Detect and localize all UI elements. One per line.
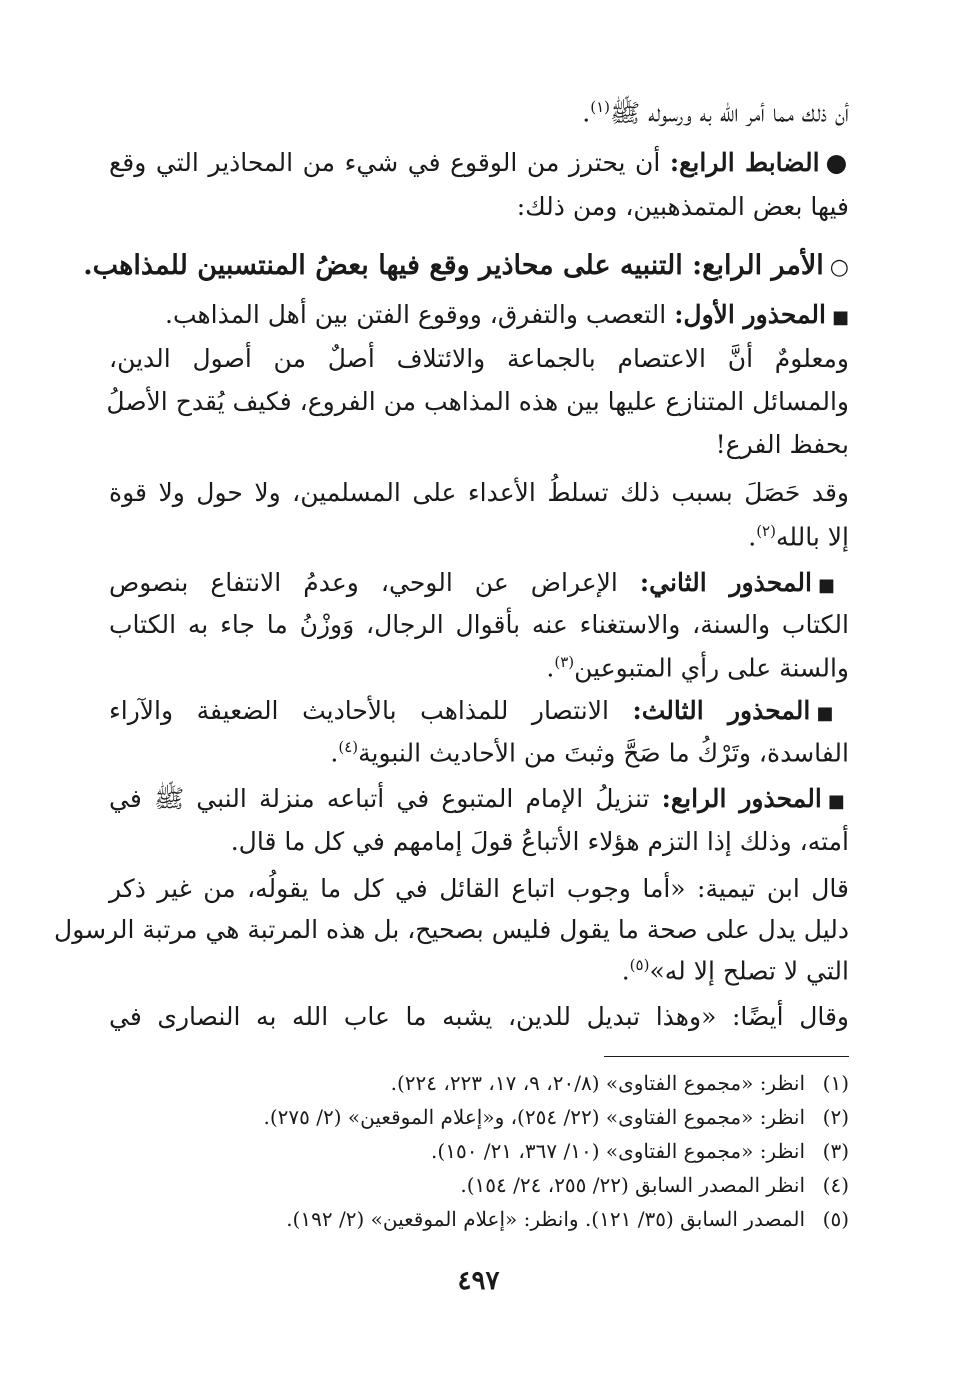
- footnote-text: انظر: «مجموع الفتاوى» (٢٠/٨، ٩، ١٧، ٢٢٣، ٢٢٤).: [390, 1071, 805, 1095]
- footnote-number: (١): [822, 1071, 849, 1095]
- text-line: [109, 346, 849, 371]
- text-line: [54, 915, 849, 944]
- line-text: قال ابن تيمية: «أما وجوب اتباع القائل في كل ما يقولُه، من غير ذكر: [109, 874, 849, 903]
- text-line: [109, 98, 849, 128]
- rule-title: الضابط الرابع:: [669, 148, 820, 177]
- line-text: والمسائل المتنازع عليها بين هذه المذاهب من الفروع، فكيف يُقدح الأصلُ: [106, 387, 849, 416]
- footnote: [109, 1107, 849, 1127]
- footnote-ref: (٢): [756, 522, 776, 540]
- footnote: [109, 1141, 849, 1161]
- caveat-title: المحذور الأول:: [674, 300, 826, 329]
- caveat-line: [109, 302, 849, 327]
- punctuation: .: [330, 738, 339, 768]
- line-text: الكتاب والسنة، والاستغناء عنه بأقوال الرجال، وَوزْنُ ما جاء به الكتاب: [109, 610, 849, 639]
- square-bullet-icon: ■: [831, 307, 849, 328]
- footnote-number: (٣): [822, 1139, 849, 1163]
- caveat-line: [109, 570, 849, 595]
- text-line: [109, 956, 849, 986]
- line-text: تنزيلُ الإمام المتبوع في أتباعه منزلة النبي ﷺ في: [109, 784, 662, 813]
- circle-bullet-icon: ○: [829, 255, 849, 280]
- text-line: [109, 432, 849, 457]
- footnote: [109, 1175, 849, 1195]
- line-text: الانتصار للمذاهب بالأحاديث الضعيفة والآراء: [109, 696, 633, 725]
- line-text: التي لا تصلح إلا له»: [649, 956, 849, 986]
- line-text: أمته، وذلك إذا التزم هؤلاء الأتباعُ قولَ إمامهم في كل ما قال.: [230, 827, 849, 856]
- footnote-text: انظر: «مجموع الفتاوى» (١٠/ ٣٦٧، ٢١/ ١٥٠).: [431, 1139, 805, 1163]
- rule-line: [109, 150, 849, 175]
- text-line: [109, 522, 849, 552]
- line-text: أن يحترز من الوقوع في شيء من المحاذير التي وقع: [109, 148, 670, 177]
- footnote: [109, 1209, 849, 1229]
- section-heading: [83, 250, 849, 281]
- punctuation: .: [748, 522, 757, 552]
- footnote-ref: (١): [590, 98, 611, 116]
- footnote-number: (٢): [822, 1105, 849, 1129]
- footnote-ref: (٤): [338, 738, 359, 756]
- square-bullet-icon: ■: [816, 703, 849, 724]
- line-text: الإعراض عن الوحي، وعدمُ الانتفاع بنصوص: [109, 568, 640, 597]
- line-text: فيها بعض المتمذهبين، ومن ذلك:: [516, 192, 849, 221]
- text-line: [109, 738, 849, 768]
- line-text: دليل يدل على صحة ما يقول فليس بصحيح، بل هذه المرتبة هي مرتبة الرسول: [54, 915, 849, 944]
- line-text: ومعلومٌ أنَّ الاعتصام بالجماعة والائتلاف أصلٌ من أصول الدين،: [109, 344, 849, 373]
- punctuation: .: [546, 653, 555, 683]
- footnote-ref: (٥): [629, 956, 650, 974]
- punctuation: .: [621, 956, 630, 986]
- footnote-number: (٥): [822, 1207, 849, 1231]
- square-bullet-icon: ■: [827, 791, 849, 812]
- line-text: وقال أيضًا: «وهذا تبديل للدين، يشبه ما عاب الله به النصارى في: [109, 1002, 849, 1031]
- footnote: [109, 1073, 849, 1093]
- footnote-separator: [604, 1056, 849, 1057]
- square-bullet-icon: ■: [817, 575, 849, 596]
- bullet-icon: ●: [825, 148, 849, 177]
- text-line: [109, 612, 849, 637]
- text-line: [109, 480, 849, 505]
- line-text: وقد حَصَلَ بسبب ذلك تسلطُ الأعداء على المسلمين، ولا حول ولا قوة: [109, 478, 849, 507]
- text-line: [109, 653, 849, 683]
- text-line: [109, 829, 849, 854]
- caveat-title: المحذور الرابع:: [661, 784, 822, 813]
- caveat-line: [109, 698, 849, 723]
- punctuation: .: [582, 98, 591, 128]
- line-text: والسنة على رأي المتبوعين: [574, 653, 849, 683]
- text-line: [109, 194, 849, 219]
- footnote-text: انظر المصدر السابق (٢٢/ ٢٥٥، ٢٤/ ١٥٤).: [460, 1173, 805, 1197]
- text-line: [109, 876, 849, 901]
- caveat-line: [109, 786, 849, 811]
- line-text: التعصب والتفرق، ووقوع الفتن بين أهل المذاهب.: [165, 300, 675, 329]
- footnote-text: انظر: «مجموع الفتاوى» (٢٢/ ٢٥٤)، و«إعلام الموقعين» (٢/ ٢٧٥).: [263, 1105, 805, 1129]
- heading-text: الأمر الرابع: التنبيه على محاذير وقع فيها بعضُ المنتسبين للمذاهب.: [83, 250, 824, 281]
- line-text: الفاسدة، وتَرْكُ ما صَحَّ وثبتَ من الأحاديث النبوية: [358, 738, 849, 768]
- caveat-title: المحذور الثاني:: [639, 568, 812, 597]
- line-text: إلا بالله: [775, 522, 849, 552]
- line-text: بحفظ الفرع!: [715, 430, 849, 459]
- footnote-text: المصدر السابق (٣٥/ ١٢١). وانظر: «إعلام الموقعين» (٢/ ١٩٢).: [286, 1207, 805, 1231]
- page-number: ٤٩٧: [457, 1266, 500, 1296]
- text-line: [106, 387, 849, 416]
- text-line: [109, 1004, 849, 1029]
- caveat-title: المحذور الثالث:: [632, 696, 811, 725]
- line-text: أن ذلك مما أمر الله به ورسوله ﷺ: [610, 98, 849, 128]
- footnote-ref: (٣): [554, 653, 575, 671]
- footnote-number: (٤): [822, 1173, 849, 1197]
